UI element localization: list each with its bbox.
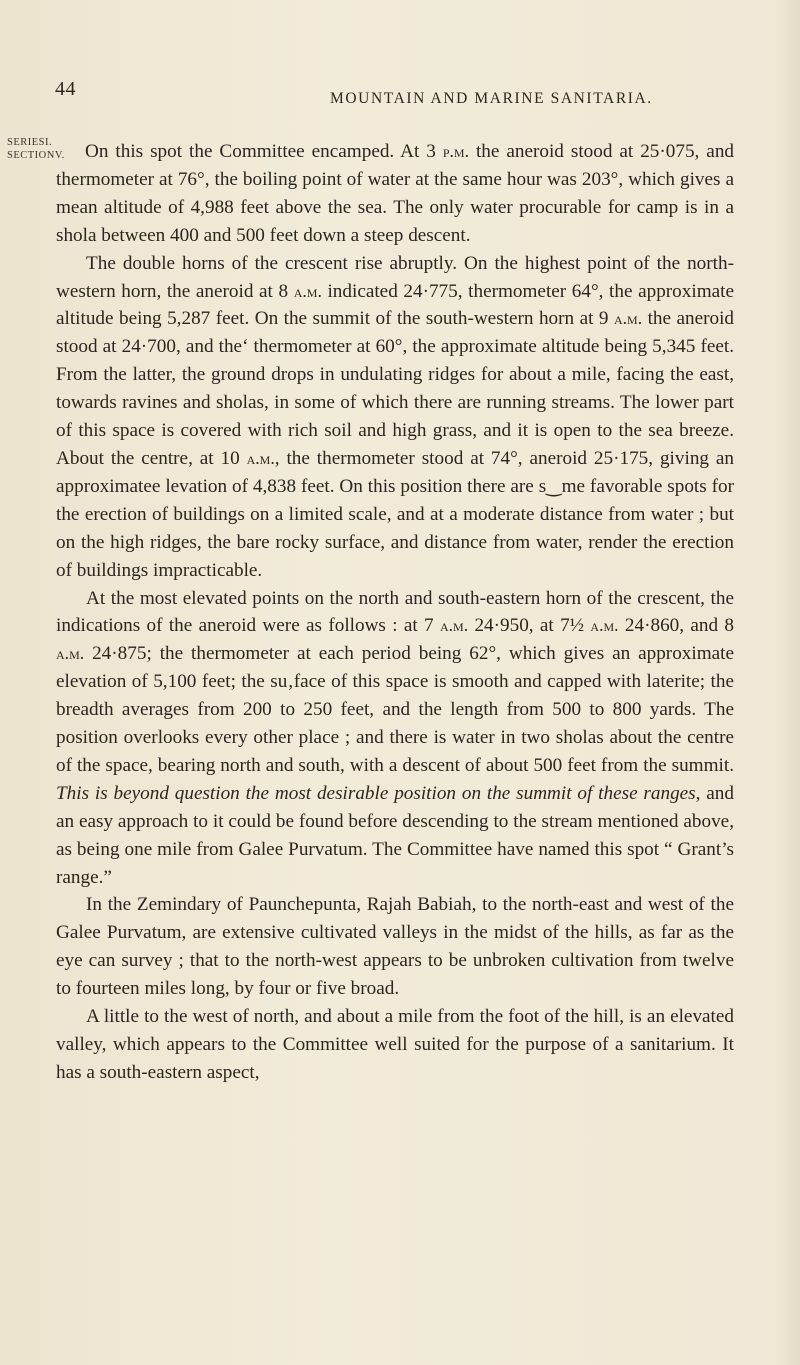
time-abbreviation: p.m. bbox=[442, 141, 469, 161]
body-text bbox=[56, 138, 734, 1087]
text-run: 24·950, at 7½ bbox=[468, 615, 591, 637]
text-run: the aneroid stood at 24·700, and the‘ thermometer at 60°, the approximate altitude being 5,345 feet. From the latter, the ground drops in undulating ridges for about a mile, facing the east, towards ravines and sholas, in some of which there are running streams. The lower part of this space is covered with rich soil and high grass, and it is open to the sea breeze. About the centre, at 10 bbox=[56, 308, 734, 469]
section-label: SECTION bbox=[7, 150, 55, 161]
body-paragraph bbox=[56, 250, 734, 585]
body-paragraph bbox=[56, 585, 734, 892]
body-paragraph bbox=[56, 138, 734, 250]
text-run: indicated 24·775, thermometer 64°, the approximate altitude being 5,287 feet. On the summit of the south-western horn at 9 bbox=[56, 280, 734, 330]
margin-series-row bbox=[7, 136, 53, 149]
text-run: On this spot the Committee encamped. At 3 bbox=[85, 141, 443, 162]
series-label: SERIES bbox=[7, 137, 46, 148]
text-run: At the most elevated points on the north and south-eastern horn of the crescent, the indications of the aneroid were as follows : at 7 bbox=[56, 587, 734, 637]
text-run: , and an easy approach to it could be found before descending to the stream mentioned above, as being one mile from Galee Purvatum. The Committee have named this spot “ Grant’s range.” bbox=[56, 782, 734, 888]
text-run: the aneroid stood at 25·075, and thermometer at 76°, the boiling point of water at the same hour was 203°, which gives a mean altitude of 4,988 feet above the sea. The only water procurable for camp is in a shola between 400 and 500 feet down a steep descent. bbox=[56, 141, 735, 246]
time-abbreviation: a.m. bbox=[56, 643, 85, 664]
series-number: I. bbox=[45, 137, 53, 148]
italic-text: This is beyond question the most desirable position on the summit of these ranges bbox=[56, 782, 696, 804]
body-paragraph bbox=[56, 1003, 734, 1087]
time-abbreviation: a.m. bbox=[613, 308, 643, 329]
body-paragraph bbox=[56, 891, 734, 1003]
time-abbreviation: a.m. bbox=[246, 447, 275, 468]
text-run: In the Zemindary of Paunchepunta, Rajah Babiah, to the north-east and west of the Galee Purvatum, are extensive cultivated valleys in the midst of the hills, as far as the eye can survey ; that to the north-west appears to be unbroken cultivation from twelve to fourteen miles long, by four or five broad. bbox=[56, 894, 734, 1000]
time-abbreviation: a.m. bbox=[439, 615, 469, 636]
time-abbreviation: a.m. bbox=[590, 615, 619, 636]
time-abbreviation: a.m. bbox=[293, 280, 322, 301]
margin-note bbox=[7, 136, 65, 162]
text-run: 24·875; the thermometer at each period being 62°, which gives an approximate elevation of 5,100 feet; the su‚face of this space is smooth and capped with laterite; the breadth averages from 200 to 250 feet, and the length from 500 to 800 yards. The position overlooks every other place ; and there is water in two sholas about the centre of the space, bearing north and south, with a descent of about 500 feet from the summit. bbox=[56, 643, 734, 776]
page-number: 44 bbox=[55, 78, 76, 100]
page-edge-shadow bbox=[774, 0, 800, 1365]
text-run: 24·860, and 8 bbox=[618, 615, 734, 637]
text-run: , the thermometer stood at 74°, aneroid 25·175, giving an approximatee levation of 4,838 feet. On this position there are s‿me favorable spots for the erection of buildings on a limited scale, and at a moderate distance from water ; but on the high ridges, the bare rocky surface, and distance from water, render the erection of buildings impracticable. bbox=[56, 447, 735, 581]
margin-section-row bbox=[7, 149, 65, 162]
text-run: A little to the west of north, and about a mile from the foot of the hill, is an elevated valley, which appears to the Committee well suited for the purpose of a sanitarium. It has a south-eastern aspect, bbox=[56, 1006, 734, 1083]
running-title: MOUNTAIN AND MARINE SANITARIA. bbox=[330, 90, 653, 107]
text-run: The double horns of the crescent rise abruptly. On the highest point of the north-western horn, the aneroid at 8 bbox=[56, 252, 734, 302]
section-number: V. bbox=[54, 150, 65, 161]
